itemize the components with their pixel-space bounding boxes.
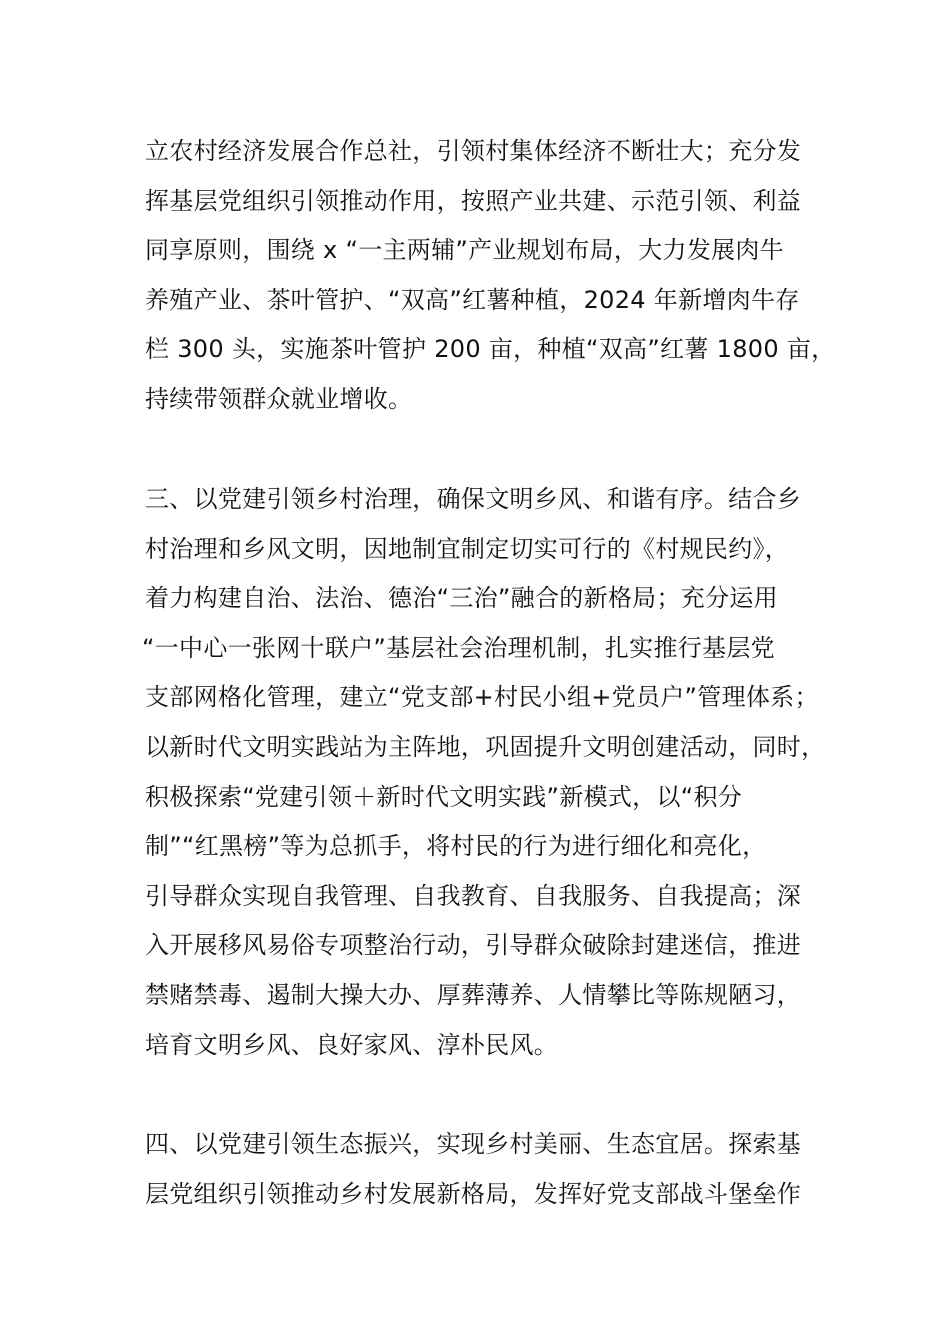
text-line: 同享原则，围绕 x “一主两辅”产业规划布局，大力发展肉牛 [145,236,785,265]
text-line: 以新时代文明实践站为主阵地，巩固提升文明创建活动，同时， [145,732,826,761]
paragraph-3 [145,1120,845,1219]
text-line: 三、以党建引领乡村治理，确保文明乡风、和谐有序。结合乡 [145,485,802,513]
text-line: 引导群众实现自我管理、自我教育、自我服务、自我提高；深 [145,881,802,910]
text-line: 四、以党建引领生态振兴，实现乡村美丽、生态宜居。探索基 [145,1130,802,1158]
text-line: “一中心一张网十联户”基层社会治理机制，扎实推行基层党 [142,633,775,662]
text-line: 制”“红黑榜”等为总抓手，将村民的行为进行细化和亮化， [145,832,767,861]
text-line: 持续带领群众就业增收。 [145,384,413,413]
text-line: 支部网格化管理，建立“党支部+村民小组+党员户”管理体系； [145,683,819,712]
paragraph-2 [142,475,845,1070]
text-line: 立农村经济发展合作总社，引领村集体经济不断壮大；充分发 [145,137,802,165]
text-line: 栏 300 头，实施茶叶管护 200 亩，种植“双高”红薯 1800 亩， [145,335,836,364]
text-line: 村治理和乡风文明，因地制宜制定切实可行的《村规民约》， [145,534,790,563]
text-line: 养殖产业、茶叶管护、“双高”红薯种植，2024 年新增肉牛存 [145,285,800,314]
text-line: 挥基层党组织引领推动作用，按照产业共建、示范引领、利益 [145,186,802,215]
text-line: 禁赌禁毒、遏制大操大办、厚葬薄养、人情攀比等陈规陋习， [145,980,802,1009]
text-line: 入开展移风易俗专项整治行动，引导群众破除封建迷信，推进 [145,931,802,960]
text-line: 着力构建自治、法治、德治“三治”融合的新格局；充分运用 [145,584,778,613]
text-line: 积极探索“党建引领＋新时代文明实践”新模式，以“积分 [145,782,743,811]
paragraph-1 [145,127,845,425]
text-line: 培育文明乡风、良好家风、淳朴民风。 [145,1030,559,1059]
text-line: 层党组织引领推动乡村发展新格局，发挥好党支部战斗堡垒作 [145,1179,802,1208]
